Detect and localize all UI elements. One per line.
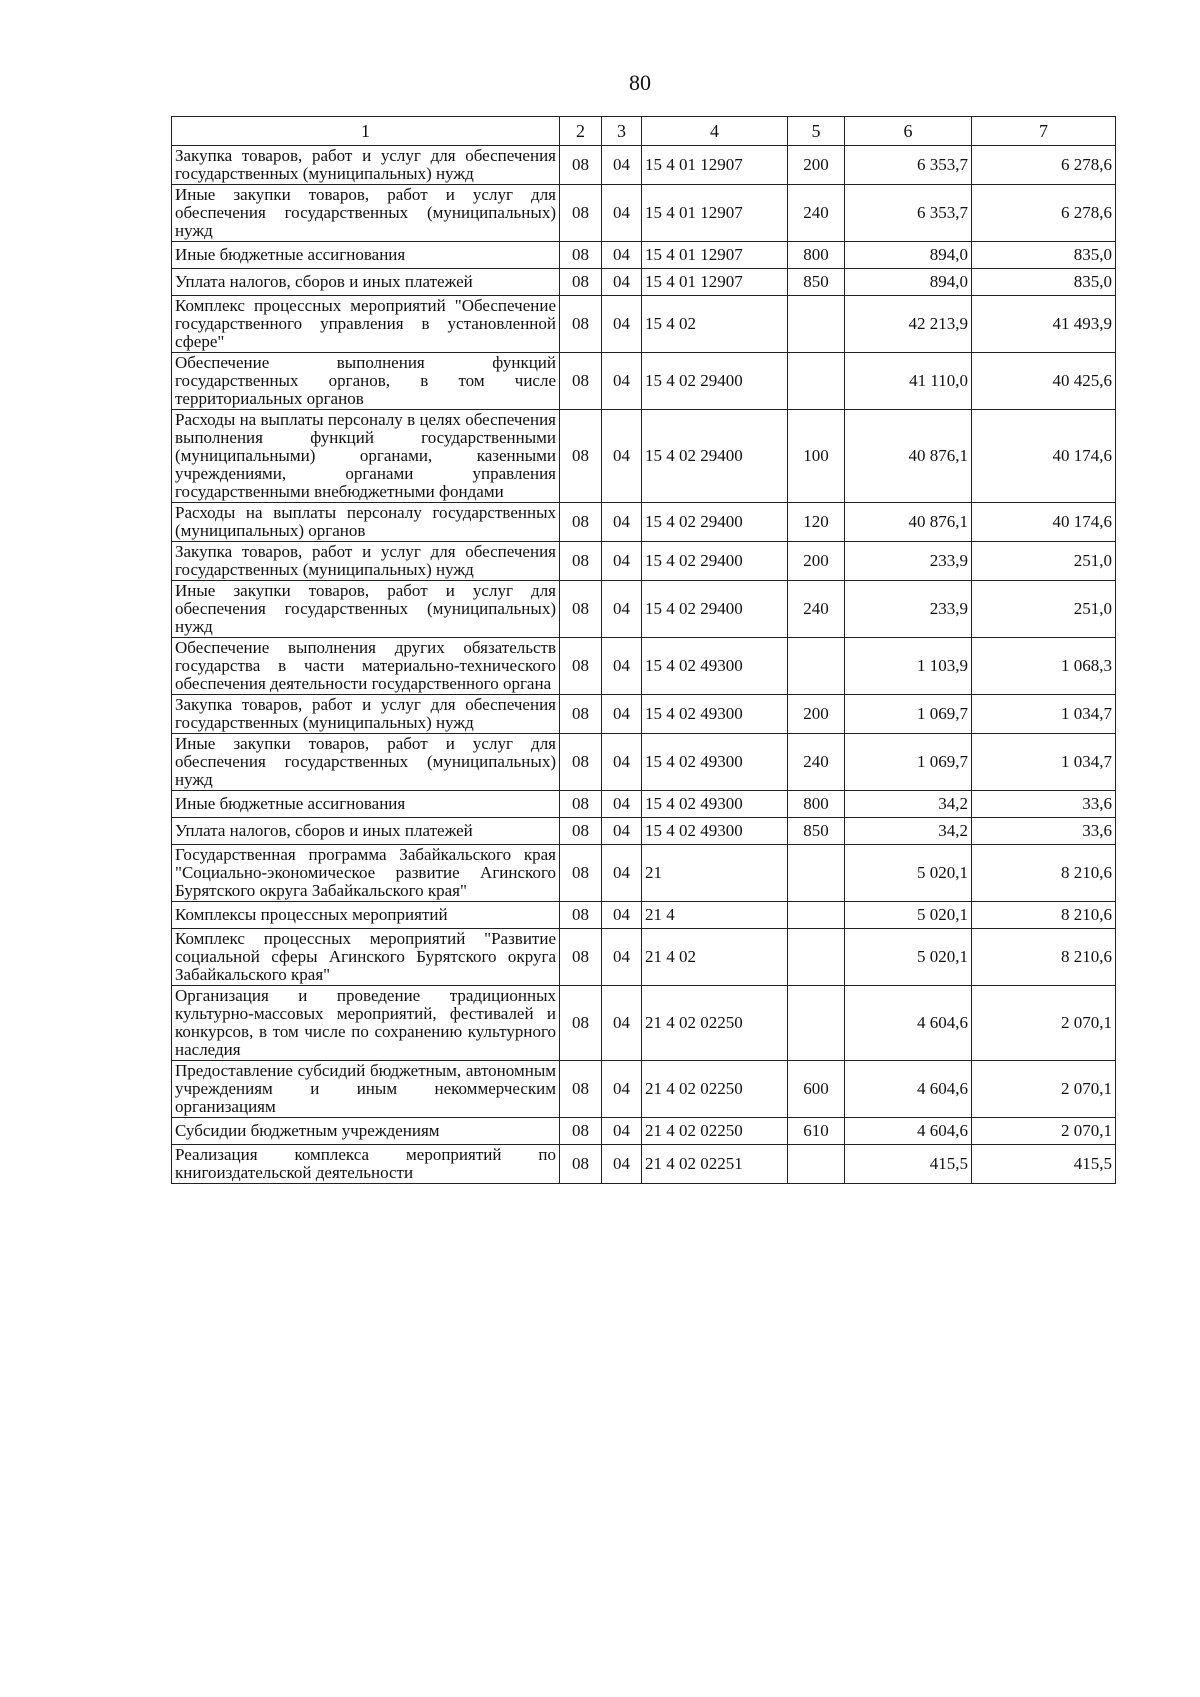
table-row [172, 242, 1116, 269]
expense-type-code [788, 1145, 845, 1184]
row-label: Иные закупки товаров, работ и услуг для обеспечения государственных (муниципальных) нужд [172, 734, 560, 791]
row-label: Предоставление субсидий бюджетным, автономным учреждениям и иным некоммерческим организациям [172, 1061, 560, 1118]
amount-col-7: 40 425,6 [972, 353, 1116, 410]
row-label: Иные закупки товаров, работ и услуг для обеспечения государственных (муниципальных) нужд [172, 581, 560, 638]
amount-col-6: 4 604,6 [845, 1118, 972, 1145]
amount-col-7: 835,0 [972, 242, 1116, 269]
row-label: Государственная программа Забайкальского края "Социально-экономическое развитие Агинского Бурятского округа Забайкальского края" [172, 845, 560, 902]
amount-col-7: 2 070,1 [972, 1061, 1116, 1118]
amount-col-7: 6 278,6 [972, 185, 1116, 242]
target-article-code: 15 4 02 29400 [642, 353, 788, 410]
row-label: Иные бюджетные ассигнования [172, 242, 560, 269]
column-header: 7 [972, 117, 1116, 146]
target-article-code: 21 [642, 845, 788, 902]
section-code: 08 [560, 818, 602, 845]
expense-type-code [788, 638, 845, 695]
expense-type-code: 610 [788, 1118, 845, 1145]
amount-col-7: 41 493,9 [972, 296, 1116, 353]
row-label: Уплата налогов, сборов и иных платежей [172, 269, 560, 296]
section-code: 08 [560, 734, 602, 791]
subsection-code: 04 [602, 902, 642, 929]
amount-col-6: 233,9 [845, 581, 972, 638]
target-article-code: 15 4 02 [642, 296, 788, 353]
table-row [172, 296, 1116, 353]
target-article-code: 21 4 02 02250 [642, 1061, 788, 1118]
expense-type-code: 850 [788, 818, 845, 845]
amount-col-7: 6 278,6 [972, 146, 1116, 185]
target-article-code: 21 4 02 02250 [642, 1118, 788, 1145]
table-row [172, 695, 1116, 734]
subsection-code: 04 [602, 353, 642, 410]
expense-type-code [788, 845, 845, 902]
row-label: Реализация комплекса мероприятий по книгоиздательской деятельности [172, 1145, 560, 1184]
expense-type-code: 200 [788, 542, 845, 581]
subsection-code: 04 [602, 845, 642, 902]
expense-type-code: 240 [788, 185, 845, 242]
subsection-code: 04 [602, 1145, 642, 1184]
subsection-code: 04 [602, 503, 642, 542]
row-label: Расходы на выплаты персоналу в целях обеспечения выполнения функций государственными (муниципальными) органами, казенными учреждениями, органами управления государственными внебюджетными фондами [172, 410, 560, 503]
amount-col-6: 42 213,9 [845, 296, 972, 353]
subsection-code: 04 [602, 986, 642, 1061]
section-code: 08 [560, 1061, 602, 1118]
table-row [172, 845, 1116, 902]
row-label: Субсидии бюджетным учреждениям [172, 1118, 560, 1145]
row-label: Закупка товаров, работ и услуг для обеспечения государственных (муниципальных) нужд [172, 695, 560, 734]
expense-type-code [788, 353, 845, 410]
subsection-code: 04 [602, 929, 642, 986]
section-code: 08 [560, 1145, 602, 1184]
target-article-code: 15 4 02 29400 [642, 581, 788, 638]
table-row [172, 353, 1116, 410]
table-row [172, 791, 1116, 818]
row-label: Комплекс процессных мероприятий "Развитие социальной сферы Агинского Бурятского округа Забайкальского края" [172, 929, 560, 986]
section-code: 08 [560, 929, 602, 986]
row-label: Обеспечение выполнения других обязательств государства в части материально-технического обеспечения деятельности государственного органа [172, 638, 560, 695]
amount-col-7: 8 210,6 [972, 902, 1116, 929]
table-row [172, 185, 1116, 242]
target-article-code: 15 4 01 12907 [642, 269, 788, 296]
section-code: 08 [560, 503, 602, 542]
amount-col-6: 4 604,6 [845, 986, 972, 1061]
amount-col-6: 894,0 [845, 269, 972, 296]
amount-col-7: 1 034,7 [972, 695, 1116, 734]
table-row [172, 638, 1116, 695]
amount-col-7: 8 210,6 [972, 845, 1116, 902]
target-article-code: 21 4 02 [642, 929, 788, 986]
section-code: 08 [560, 185, 602, 242]
amount-col-7: 2 070,1 [972, 1118, 1116, 1145]
section-code: 08 [560, 1118, 602, 1145]
amount-col-6: 40 876,1 [845, 410, 972, 503]
target-article-code: 15 4 02 29400 [642, 410, 788, 503]
amount-col-6: 1 069,7 [845, 734, 972, 791]
expense-type-code [788, 929, 845, 986]
amount-col-6: 1 103,9 [845, 638, 972, 695]
amount-col-6: 5 020,1 [845, 929, 972, 986]
expense-type-code: 240 [788, 734, 845, 791]
subsection-code: 04 [602, 296, 642, 353]
target-article-code: 15 4 02 49300 [642, 818, 788, 845]
section-code: 08 [560, 791, 602, 818]
table-row [172, 146, 1116, 185]
subsection-code: 04 [602, 146, 642, 185]
expense-type-code: 800 [788, 791, 845, 818]
subsection-code: 04 [602, 1061, 642, 1118]
page-number: 80 [629, 70, 651, 95]
section-code: 08 [560, 353, 602, 410]
table-row [172, 734, 1116, 791]
row-label: Расходы на выплаты персоналу государственных (муниципальных) органов [172, 503, 560, 542]
table-row [172, 503, 1116, 542]
row-label: Комплексы процессных мероприятий [172, 902, 560, 929]
section-code: 08 [560, 269, 602, 296]
target-article-code: 15 4 02 49300 [642, 734, 788, 791]
amount-col-6: 415,5 [845, 1145, 972, 1184]
row-label: Комплекс процессных мероприятий "Обеспечение государственного управления в установленной сфере" [172, 296, 560, 353]
amount-col-6: 34,2 [845, 791, 972, 818]
subsection-code: 04 [602, 818, 642, 845]
expense-type-code [788, 986, 845, 1061]
amount-col-7: 1 034,7 [972, 734, 1116, 791]
section-code: 08 [560, 146, 602, 185]
row-label: Иные бюджетные ассигнования [172, 791, 560, 818]
amount-col-7: 40 174,6 [972, 503, 1116, 542]
row-label: Закупка товаров, работ и услуг для обеспечения государственных (муниципальных) нужд [172, 146, 560, 185]
section-code: 08 [560, 845, 602, 902]
expense-type-code [788, 902, 845, 929]
row-label: Уплата налогов, сборов и иных платежей [172, 818, 560, 845]
amount-col-6: 233,9 [845, 542, 972, 581]
amount-col-7: 835,0 [972, 269, 1116, 296]
section-code: 08 [560, 542, 602, 581]
subsection-code: 04 [602, 242, 642, 269]
amount-col-7: 33,6 [972, 818, 1116, 845]
subsection-code: 04 [602, 269, 642, 296]
column-header: 2 [560, 117, 602, 146]
amount-col-6: 6 353,7 [845, 146, 972, 185]
subsection-code: 04 [602, 791, 642, 818]
table-row [172, 542, 1116, 581]
table-row [172, 929, 1116, 986]
target-article-code: 15 4 02 29400 [642, 542, 788, 581]
section-code: 08 [560, 581, 602, 638]
amount-col-6: 5 020,1 [845, 902, 972, 929]
amount-col-7: 251,0 [972, 542, 1116, 581]
table-row [172, 902, 1116, 929]
target-article-code: 15 4 02 49300 [642, 638, 788, 695]
expense-type-code: 240 [788, 581, 845, 638]
column-header: 4 [642, 117, 788, 146]
table-row [172, 1061, 1116, 1118]
amount-col-6: 5 020,1 [845, 845, 972, 902]
row-label: Иные закупки товаров, работ и услуг для обеспечения государственных (муниципальных) нужд [172, 185, 560, 242]
target-article-code: 21 4 02 02251 [642, 1145, 788, 1184]
table-header-row [172, 117, 1116, 146]
row-label: Организация и проведение традиционных культурно-массовых мероприятий, фестивалей и конкурсов, в том числе по сохранению культурного наследия [172, 986, 560, 1061]
table-row [172, 1145, 1116, 1184]
subsection-code: 04 [602, 185, 642, 242]
amount-col-7: 33,6 [972, 791, 1116, 818]
subsection-code: 04 [602, 410, 642, 503]
expense-type-code: 800 [788, 242, 845, 269]
target-article-code: 21 4 02 02250 [642, 986, 788, 1061]
row-label: Обеспечение выполнения функций государственных органов, в том числе территориальных органов [172, 353, 560, 410]
amount-col-6: 894,0 [845, 242, 972, 269]
amount-col-7: 251,0 [972, 581, 1116, 638]
amount-col-7: 8 210,6 [972, 929, 1116, 986]
amount-col-7: 415,5 [972, 1145, 1116, 1184]
expense-type-code: 120 [788, 503, 845, 542]
target-article-code: 15 4 01 12907 [642, 185, 788, 242]
expense-type-code: 600 [788, 1061, 845, 1118]
column-header: 6 [845, 117, 972, 146]
section-code: 08 [560, 695, 602, 734]
amount-col-7: 40 174,6 [972, 410, 1116, 503]
target-article-code: 15 4 02 29400 [642, 503, 788, 542]
expense-type-code: 850 [788, 269, 845, 296]
amount-col-6: 40 876,1 [845, 503, 972, 542]
target-article-code: 15 4 02 49300 [642, 695, 788, 734]
column-header: 5 [788, 117, 845, 146]
table-row [172, 986, 1116, 1061]
subsection-code: 04 [602, 1118, 642, 1145]
amount-col-6: 34,2 [845, 818, 972, 845]
table-body [172, 146, 1116, 1184]
subsection-code: 04 [602, 638, 642, 695]
table-row [172, 1118, 1116, 1145]
subsection-code: 04 [602, 734, 642, 791]
table-row [172, 410, 1116, 503]
section-code: 08 [560, 902, 602, 929]
amount-col-6: 6 353,7 [845, 185, 972, 242]
table-row [172, 269, 1116, 296]
budget-table [171, 116, 1116, 1184]
subsection-code: 04 [602, 581, 642, 638]
subsection-code: 04 [602, 542, 642, 581]
target-article-code: 21 4 [642, 902, 788, 929]
amount-col-7: 2 070,1 [972, 986, 1116, 1061]
amount-col-6: 41 110,0 [845, 353, 972, 410]
amount-col-7: 1 068,3 [972, 638, 1116, 695]
amount-col-6: 1 069,7 [845, 695, 972, 734]
column-header: 3 [602, 117, 642, 146]
target-article-code: 15 4 01 12907 [642, 242, 788, 269]
target-article-code: 15 4 02 49300 [642, 791, 788, 818]
amount-col-6: 4 604,6 [845, 1061, 972, 1118]
section-code: 08 [560, 296, 602, 353]
subsection-code: 04 [602, 695, 642, 734]
section-code: 08 [560, 986, 602, 1061]
column-header: 1 [172, 117, 560, 146]
target-article-code: 15 4 01 12907 [642, 146, 788, 185]
section-code: 08 [560, 242, 602, 269]
section-code: 08 [560, 410, 602, 503]
row-label: Закупка товаров, работ и услуг для обеспечения государственных (муниципальных) нужд [172, 542, 560, 581]
expense-type-code: 100 [788, 410, 845, 503]
section-code: 08 [560, 638, 602, 695]
table-row [172, 818, 1116, 845]
table-row [172, 581, 1116, 638]
expense-type-code: 200 [788, 146, 845, 185]
expense-type-code [788, 296, 845, 353]
expense-type-code: 200 [788, 695, 845, 734]
